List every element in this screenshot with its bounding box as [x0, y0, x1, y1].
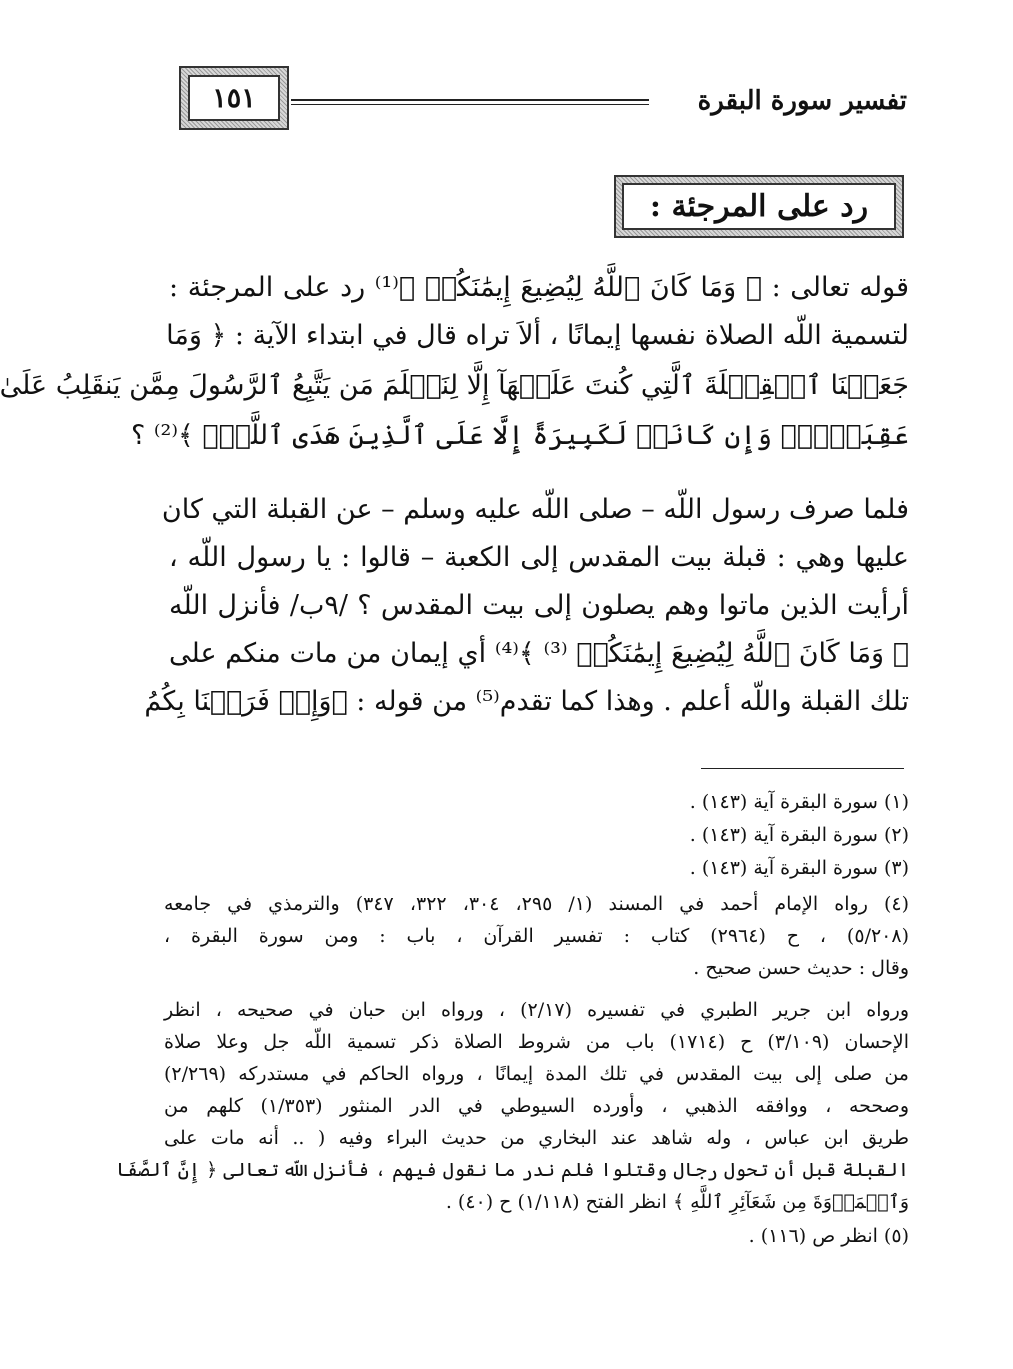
body-line: جَعَلۡنَا ٱلۡقِبۡلَةَ ٱلَّتِي كُنتَ عَلَيۡهَآ إِلَّا لِنَعۡلَمَ مَن يَتَّبِعُ ٱلرَّسُولَ مِمَّن يَنقَلِبُ عَلَىٰ — [0, 370, 909, 401]
footnote-line: وَٱلۡمَرۡوَةَ مِن شَعَآئِرِ ٱللَّهِ ﴾ انظر الفتح (١/١١٨) ح (٤٠) . — [445, 1191, 909, 1213]
body-line: لتسمية اللّه الصلاة نفسها إيمانًا ، ألاَ تراه قال في ابتداء الآية : ﴿ وَمَا — [166, 320, 909, 351]
body-line: عليها وهي : قبلة بيت المقدس إلى الكعبة – قالوا : يا رسول اللّه ، — [169, 542, 909, 573]
body-line: تلك القبلة واللّه أعلم . وهذا كما تقدم⁽⁵⁾ من قوله : ﴿وَإِذۡ فَرَقۡنَا بِكُمُ — [144, 686, 909, 717]
section-heading-frame — [614, 175, 904, 238]
body-line: ﴿ وَمَا كَانَ ٱللَّهُ لِيُضِيعَ إِيمَٰنَكُمۡ ⁽³⁾ ﴾⁽⁴⁾ أي إيمان من مات منكم على — [169, 638, 909, 669]
footnote-line: (٢) سورة البقرة آية (١٤٣) . — [689, 824, 909, 846]
page-number: ١٥١ — [188, 75, 280, 121]
footnote-separator — [701, 768, 904, 769]
body-line: عَقِبَيۡهِۚ وَإِن كَانَتۡ لَكَبِيرَةً إِلَّا عَلَى ٱلَّذِينَ هَدَى ٱللَّهُۗ ﴾⁽²⁾ ؟ — [130, 420, 909, 451]
footnote-line: القبلة قبل أن تحول رجال وقتلوا فلم ندر ما نقول فيهم ، فأنزل اللّه تعالى ﴿ إِنَّ ٱلصَّفَا — [116, 1159, 909, 1181]
header-rule-top — [291, 99, 649, 101]
running-title: تفسير سورة البقرة — [697, 86, 907, 116]
footnote-line: (٥/٢٠٨) ، ح (٢٩٦٤) كتاب : تفسير القرآن ، باب : ومن سورة البقرة ، — [164, 925, 910, 947]
header-rule — [291, 99, 649, 106]
footnote-line: (١) سورة البقرة آية (١٤٣) . — [689, 791, 909, 813]
footnote-line: (٤) رواه الإمام أحمد في المسند (١/ ٢٩٥، ٣٠٤، ٣٢٢، ٣٤٧) والترمذي في جامعه — [164, 893, 910, 915]
section-heading: رد على المرجئة : — [622, 183, 896, 230]
footnote-line: وصححه ، ووافقه الذهبي ، وأورده السيوطي في الدر المنثور (١/٣٥٣) كلهم من — [164, 1095, 909, 1117]
footnote-line: (٣) سورة البقرة آية (١٤٣) . — [689, 857, 909, 879]
body-line: أرأيت الذين ماتوا وهم يصلون إلى بيت المقدس ؟ /٩ب/ فأنزل اللّه — [169, 590, 909, 621]
body-line: فلما صرف رسول اللّه – صلى اللّه عليه وسلم – عن القبلة التي كان — [161, 494, 909, 525]
footnote-line: وقال : حديث حسن صحيح . — [693, 957, 909, 979]
body-line: قوله تعالى : ﴿ وَمَا كَانَ ٱللَّهُ لِيُضِيعَ إِيمَٰنَكُمۡ ﴾⁽¹⁾ رد على المرجئة : — [169, 272, 909, 303]
footnote-line: طريق ابن عباس ، وله شاهد عند البخاري من حديث البراء وفيه ( .. أنه مات على — [164, 1127, 909, 1149]
page-number-frame — [179, 66, 289, 130]
footnote-line: ورواه ابن جرير الطبري في تفسيره (٢/١٧) ، ورواه ابن حبان في صحيحه ، انظر — [164, 999, 909, 1021]
footnote-line: من صلى إلى بيت المقدس في تلك المدة إيمانًا ، ورواه الحاكم في مستدركه (٢/٢٦٩) — [164, 1063, 909, 1085]
footnote-line: (٥) انظر ص (١١٦) . — [748, 1225, 909, 1247]
header-rule-bottom — [291, 104, 649, 105]
footnote-line: الإحسان (٣/١٠٩) ح (١٧١٤) باب من شروط الصلاة ذكر تسمية اللّه جل وعلا صلاة — [164, 1031, 909, 1053]
